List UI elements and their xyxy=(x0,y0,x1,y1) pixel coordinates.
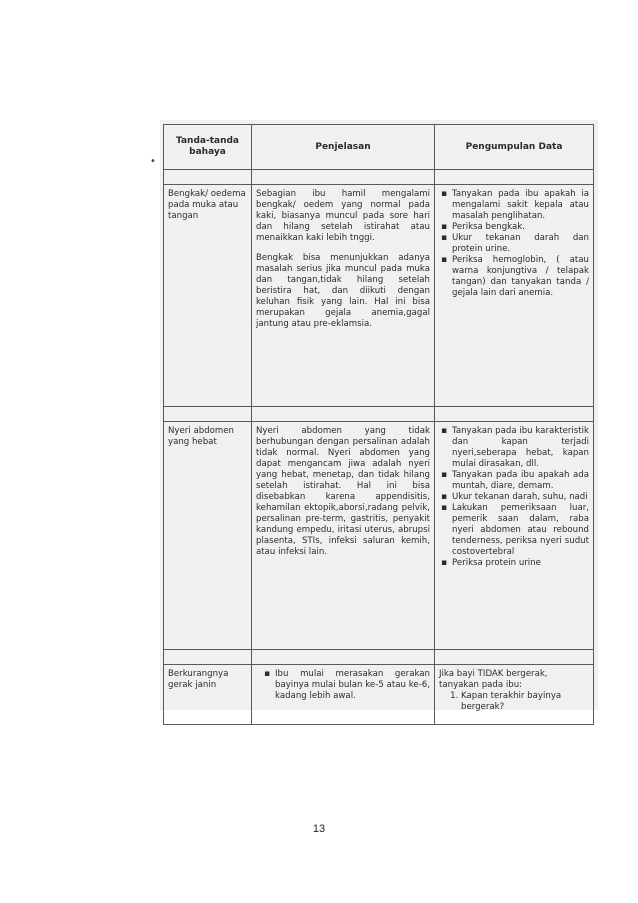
table-row xyxy=(164,422,594,650)
spacer-row xyxy=(164,170,594,185)
stray-mark: • xyxy=(150,156,156,167)
sign-cell xyxy=(164,665,252,725)
sign-text: Berkurangnya gerak janin xyxy=(168,669,229,690)
data-list xyxy=(439,189,589,299)
list-item: ▪ Periksa bengkak. xyxy=(439,222,589,233)
table-row xyxy=(164,185,594,407)
explanation-cell xyxy=(252,185,435,407)
sign-cell xyxy=(164,185,252,407)
list-item: ▪ Tanyakan pada ibu apakah ia mengalami sakit kepala atau masalah penglihatan. xyxy=(439,189,589,222)
data-numbered-list xyxy=(439,691,589,713)
data-intro: Jika bayi TIDAK bergerak, tanyakan pada ibu: xyxy=(439,669,548,690)
explanation-paragraph: Nyeri abdomen yang tidak berhubungan dengan persalinan adalah tidak normal. Nyeri abdomen yang dapat mengancam jiwa adalah nyeri yang hebat, menetap, dan tidak hilang setelah istirahat. Hal ini bisa disebabkan karena appendisitis, kehamilan ektopik,aborsi,radang pelvik, persalinan pre-term, gastritis, penyakit kandung empedu, iritasi uterus, abrupsi plasenta, STIs, infeksi saluran kemih, atau infeksi lain. xyxy=(256,426,430,557)
list-item: ▪ Ukur tekanan darah, suhu, nadi xyxy=(439,492,589,503)
table-row xyxy=(164,665,594,725)
spacer-row xyxy=(164,407,594,422)
explanation-list xyxy=(256,669,430,702)
sign-text: Nyeri abdomen yang hebat xyxy=(168,426,234,447)
explanation-cell xyxy=(252,422,435,650)
header-tanda-bahaya: Tanda-tanda bahaya xyxy=(164,125,252,170)
page-number: 13 xyxy=(312,823,326,835)
list-item: 1. Kapan terakhir bayinya bergerak? xyxy=(461,691,589,713)
data-cell xyxy=(435,665,594,725)
list-item: ▪ Tanyakan pada ibu apakah ada muntah, diare, demam. xyxy=(439,470,589,492)
explanation-paragraph: Bengkak bisa menunjukkan adanya masalah serius jika muncul pada muka dan tangan,tidak hilang setelah beristira hat, dan diikuti dengan keluhan fisik yang lain. Hal ini bisa merupakan gejala anemia,gagal jantung atau pre-eklamsia. xyxy=(256,253,430,329)
list-item: ▪ Periksa hemoglobin, ( atau warna konjungtiva / telapak tangan) dan tanyakan tanda / gejala lain dari anemia. xyxy=(439,255,589,299)
sign-cell xyxy=(164,422,252,650)
sign-text: Bengkak/ oedema pada muka atau tangan xyxy=(168,189,246,221)
spacer-row xyxy=(164,650,594,665)
explanation-paragraph: Sebagian ibu hamil mengalami bengkak/ oedem yang normal pada kaki, biasanya muncul pada sore hari dan hilang setelah istirahat atau menaikkan kaki lebih tnggi. xyxy=(256,189,430,243)
explanation-cell xyxy=(252,665,435,725)
list-item: ▪ Ukur tekanan darah dan protein urine. xyxy=(439,233,589,255)
list-item: ▪ Ibu mulai merasakan gerakan bayinya mulai bulan ke-5 atau ke-6, kadang lebih awal. xyxy=(262,669,430,702)
table-header-row xyxy=(164,125,594,170)
list-item: ▪ Tanyakan pada ibu karakteristik dan kapan terjadi nyeri,seberapa hebat, kapan mulai dirasakan, dll. xyxy=(439,426,589,470)
data-cell xyxy=(435,185,594,407)
header-penjelasan: Penjelasan xyxy=(252,125,435,170)
data-list xyxy=(439,426,589,569)
danger-signs-table xyxy=(163,124,594,725)
list-item: ▪ Periksa protein urine xyxy=(439,558,589,569)
list-item: ▪ Lakukan pemeriksaan luar, pemerik saan dalam, raba nyeri abdomen atau rebound tenderness, periksa nyeri sudut costovertebral xyxy=(439,503,589,558)
data-cell xyxy=(435,422,594,650)
header-pengumpulan-data: Pengumpulan Data xyxy=(435,125,594,170)
